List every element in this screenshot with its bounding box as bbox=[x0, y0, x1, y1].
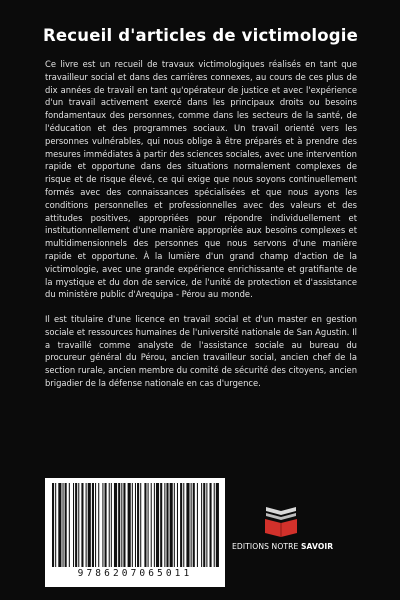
barcode-bar bbox=[177, 483, 178, 567]
barcode-bar bbox=[58, 483, 61, 567]
barcode-bar bbox=[191, 483, 192, 567]
barcode-bar bbox=[170, 483, 173, 567]
barcode-bar bbox=[55, 483, 56, 567]
publisher-emphasis: SAVOIR bbox=[300, 542, 334, 551]
barcode-bar bbox=[123, 483, 125, 567]
barcode-bar bbox=[81, 483, 83, 567]
open-book-logo-icon bbox=[262, 503, 300, 537]
barcode-bar bbox=[216, 483, 219, 567]
barcode-bar bbox=[203, 483, 205, 567]
description-paragraph: Ce livre est un recueil de travaux victimologiques réalisés en tant que travailleur social et dans des carrières connexes, au cours de ces plus de dix années de travail en tant qu'opérateur de justice et avec l'expérience d'un travail activement exercé dans les principaux droits ou besoins fondamentaux des personnes, comme dans les secteurs de la santé, de l'éducation et des programmes sociaux. Un travail orienté vers les personnes vulnérables, qui nous oblige à être préparés et à prendre des mesures immédiates à partir des sciences sociales, avec une intervention rapide et opportune dans des situations normalement complexes de risque et de risque élevé, ce qui exige que nous soyons continuellement formés avec des connaissances spécialisées et que nous ayons les conditions personnelles et professionnelles avec des valeurs et des attitudes positives, appropriées pour répondre individuellement et institutionnellement d'une manière appropriée aux besoins complexes et multidimensionnels des personnes que nous servons d'une manière rapide et opportune. À la lumière d'un grand champ d'action de la victimologie, avec une grande expérience enrichissante et gratifiante de la mystique et du don de service, de l'unité de protection et d'assistance du ministère public d'Arequipa - Pérou au monde. bbox=[45, 59, 357, 300]
barcode-bar bbox=[69, 483, 70, 567]
barcode-bar bbox=[180, 483, 182, 567]
barcode-bar bbox=[92, 483, 94, 567]
book-title: Recueil d'articles de victimologie bbox=[43, 26, 358, 45]
barcode-bar bbox=[95, 483, 96, 567]
barcode-bar bbox=[63, 483, 64, 567]
barcode-bar bbox=[78, 483, 79, 567]
barcode-bar bbox=[86, 483, 87, 567]
barcode-bar bbox=[183, 483, 184, 567]
barcode-bar bbox=[121, 483, 122, 567]
barcode-bar bbox=[214, 483, 215, 567]
barcode-bar bbox=[73, 483, 74, 567]
barcode-bar bbox=[128, 483, 131, 567]
barcode-bar bbox=[75, 483, 77, 567]
barcode-bar bbox=[52, 483, 54, 567]
barcode-bar bbox=[88, 483, 91, 567]
author-bio-paragraph: Il est titulaire d'une licence en travail social et d'un master en gestion sociale et ressources humaines de l'université nationale de San Agustin. Il a travaillé comme analyste de l'assistance sociale au bureau du procureur général du Pérou, ancien travailleur social, ancien chef de la section rurale, ancien membre du comité de sécurité des citoyens, ancien brigadier de la défense nationale en cas d'urgence. bbox=[45, 314, 357, 388]
barcode-bar bbox=[160, 483, 162, 567]
barcode-bar bbox=[140, 483, 141, 567]
barcode-bar bbox=[174, 483, 175, 567]
barcode-bar bbox=[105, 483, 107, 567]
barcode-bar bbox=[98, 483, 99, 567]
barcode-bar bbox=[186, 483, 189, 567]
barcode-bar bbox=[164, 483, 165, 567]
barcode-bar bbox=[197, 483, 198, 567]
barcode-bar bbox=[65, 483, 67, 567]
barcode-bar bbox=[201, 483, 202, 567]
barcode-bar bbox=[102, 483, 103, 567]
barcode-bars bbox=[51, 483, 219, 567]
barcode-bar bbox=[210, 483, 212, 567]
barcode-bar bbox=[114, 483, 117, 567]
barcode-bar bbox=[118, 483, 120, 567]
barcode-bar bbox=[206, 483, 207, 567]
publisher-name bbox=[232, 542, 337, 551]
barcode-bar bbox=[154, 483, 155, 567]
barcode-bar bbox=[132, 483, 133, 567]
isbn-barcode bbox=[45, 478, 225, 587]
barcode-bar bbox=[166, 483, 168, 567]
barcode-bar bbox=[111, 483, 112, 567]
barcode-bar bbox=[144, 483, 146, 567]
barcode-bar bbox=[109, 483, 110, 567]
barcode-bar bbox=[151, 483, 152, 567]
barcode-bar bbox=[156, 483, 159, 567]
barcode-bar bbox=[193, 483, 195, 567]
publisher-prefix: EDITIONS NOTRE bbox=[232, 542, 299, 551]
barcode-bar bbox=[135, 483, 136, 567]
barcode-bar bbox=[137, 483, 139, 567]
barcode-bar bbox=[148, 483, 149, 567]
barcode-number: 9786207065011 bbox=[77, 568, 193, 579]
